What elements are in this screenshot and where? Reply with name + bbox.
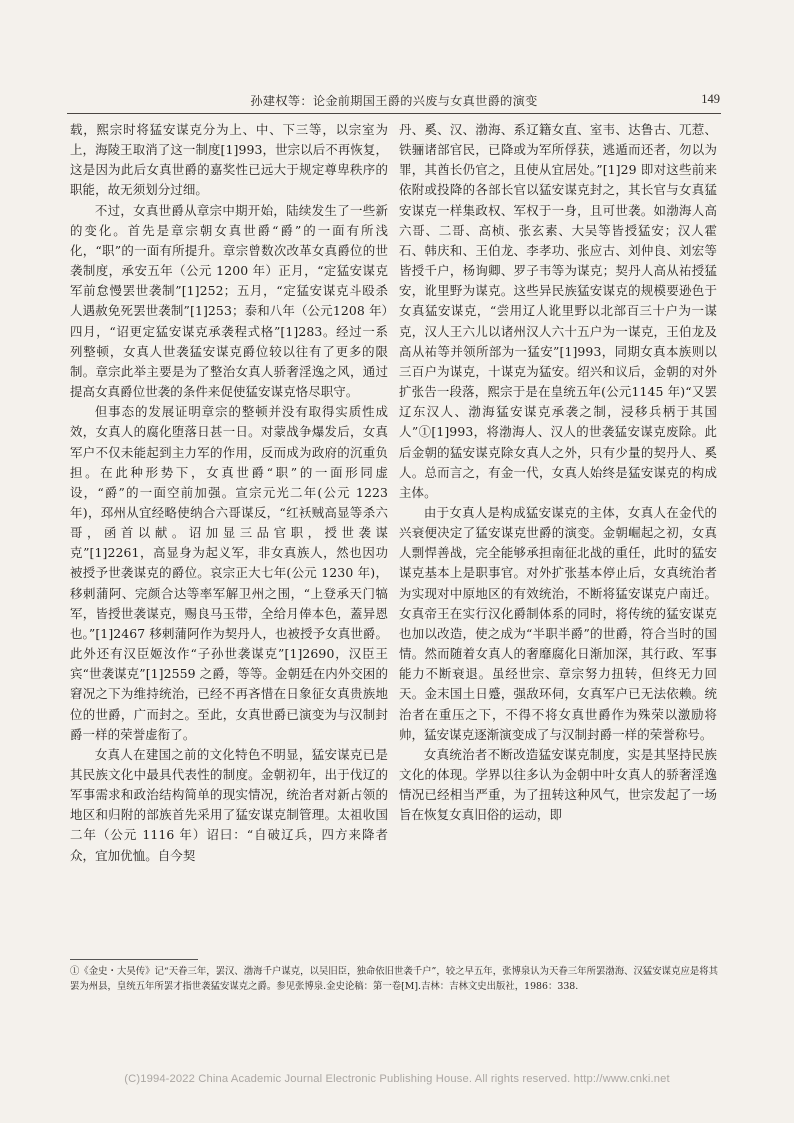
right-column [399,120,717,825]
running-title: 孙建权等：论金前期国王爵的兴废与女真世爵的演变 [250,94,538,108]
page-number: 149 [701,92,720,106]
footnote: ①《金史・大昊传》记“天眷三年，罢汉、渤海千户谋克，以吴旧臣，独命依旧世袭千户”，较之早五年，张博泉认为天眷三年所罢渤海、汉猛安谋克应是将其罢为州县，皇统五年所罢才指世袭猛安谋克之爵。参见张博泉.金史论稿：第一卷[M].吉林：吉林文史出版社，1986：338. [70,966,718,992]
paragraph: 由于女真人是构成猛安谋克的主体，女真人在金代的兴衰便决定了猛安谋克世爵的演变。金朝崛起之初，女真人剽悍善战，完全能够承担南征北战的重任，此时的猛安谋克基本上是职事官。对外扩张基本停止后，女真统治者为实现对中原地区的有效统治，不断将猛安谋克户南迁。女真帝王在实行汉化爵制体系的同时，将传统的猛安谋克也加以改造，使之成为“半职半爵”的世爵，符合当时的国情。然而随着女真人的奢靡腐化日渐加深，其行政、军事能力不断衰退。虽经世宗、章宗努力扭转，但终无力回天。金末国土日蹙，强敌环伺，女真军户已无法依赖。统治者在重压之下，不得不将女真世爵作为殊荣以激励将帅，猛安谋克逐渐演变成了与汉制封爵一样的荣誉称号。 [399,504,717,742]
header-rule [67,113,721,114]
paragraph: 载，熙宗时将猛安谋克分为上、中、下三等，以宗室为上，海陵王取消了这一制度[1]993，世宗以后不再恢复，这是因为此后女真世爵的嘉奖性已远大于规定尊卑秩序的职能，故无须划分过细。 [70,122,388,198]
footnote-rule [70,959,198,960]
copyright-watermark: (C)1994-2022 China Academic Journal Electronic Publishing House. All rights reserved. http://www.cnki.net [124,1073,670,1085]
paragraph: 但事态的发展证明章宗的整顿并没有取得实质性成效，女真人的腐化堕落日甚一日。对蒙战争爆发后，女真军户不仅未能起到主力军的作用，反而成为政府的沉重负担。在此种形势下，女真世爵“职”的一面形同虚设，“爵”的一面空前加强。宣宗元光二年(公元 1223 年)，邳州从宜经略使纳合六哥谋反，“红袄贼高显等杀六哥，函首以献。诏加显三品官职，授世袭谋克”[1]2261，高显身为起义军，非女真族人，然也因功被授予世袭谋克的爵位。哀宗正大七年(公元 1230 年)，移剌蒲阿、完颜合达等率军解卫州之围，“上登承天门犒军，皆授世袭谋克，赐良马玉带，全给月俸本色，蓋异恩也。”[1]2467 移剌蒲阿作为契丹人，也被授予女真世爵。此外还有汉臣姬汝作“子孙世袭谋克”[1]2690，汉臣王宾“世袭谋克”[1]2559 之爵，等等。金朝廷在内外交困的窘况之下为维持统治，已经不再吝惜在日象征女真贵族地位的世爵，广而封之。至此，女真世爵已演变为与汉制封爵一样的荣誉虚衔了。 [70,404,388,742]
paragraph: 女真人在建国之前的文化特色不明显，猛安谋克已是其民族文化中最具代表性的制度。金朝初年，出于伐辽的军事需求和政治结构简单的现实情况，统治者对新占领的地区和归附的部族首先采用了猛安谋克制管理。太祖收国二年（公元 1116 年）诏曰：“自破辽兵，四方来降者众，宜加优恤。自今契 [70,746,388,863]
paragraph: 不过，女真世爵从章宗中期开始，陆续发生了一些新的变化。首先是章宗朝女真世爵“爵”的一面有所浅化，“职”的一面有所提升。章宗曾数次改革女真爵位的世袭制度，承安五年（公元 1200 年）正月，“定猛安谋克军前怠慢罢世袭制”[1]252；五月，“定猛安谋克斗殴杀人遇赦免死罢世袭制”[1]253；泰和八年（公元1208 年）四月，“诏更定猛安谋克承袭程式格”[1]283。经过一系列整顿，女真人世袭猛安谋克爵位较以往有了更多的限制。章宗此举主要是为了整治女真人骄奢淫逸之风，通过提高女真爵位世袭的条件来促使猛安谋克恪尽职守。 [70,202,388,400]
running-header [70,92,718,112]
paragraph: 丹、奚、汉、渤海、系辽籍女直、室韦、达鲁古、兀惹、铁骊诸部官民，已降或为军所俘获，逃遁而还者，勿以为罪，其酋长仍官之，且使从宜居处。”[1]29 即对这些前来依附或投降的各部长官以猛安谋克封之，其长官与女真猛安谋克一样集政权、军权于一身，且可世袭。如渤海人高六哥、二哥、高桢、张玄素、大吴等皆授猛安；汉人霍石、韩庆和、王伯龙、李孝功、张应古、刘仲良、刘宏等皆授千户，杨询卿、罗子韦等为谋克；契丹人高从祐授猛安，讹里野为谋克。这些异民族猛安谋克的规模要逊色于女真猛安谋克，“尝用辽人讹里野以北部百三十户为一谋克，汉人王六儿以诸州汉人六十五户为一谋克，王伯龙及高从祐等并领所部为一猛安”[1]993，同期女真本族则以三百户为谋克，十谋克为猛安。绍兴和议后，金朝的对外扩张告一段落，熙宗于是在皇统五年(公元1145 年)“又罢辽东汉人、渤海猛安谋克承袭之制，浸移兵柄于其国人”①[1]993，将渤海人、汉人的世袭猛安谋克废除。此后金朝的猛安谋克除女真人之外，只有少量的契丹人、奚人。总而言之，有金一代，女真人始终是猛安谋克的构成主体。 [399,122,717,500]
left-column [70,120,388,866]
paragraph: 女真统治者不断改造猛安谋克制度，实是其坚持民族文化的体现。学界以往多认为金朝中叶女真人的骄奢淫逸情况已经相当严重，为了扭转这种风气，世宗发起了一场旨在恢复女真旧俗的运动，即 [399,746,717,823]
